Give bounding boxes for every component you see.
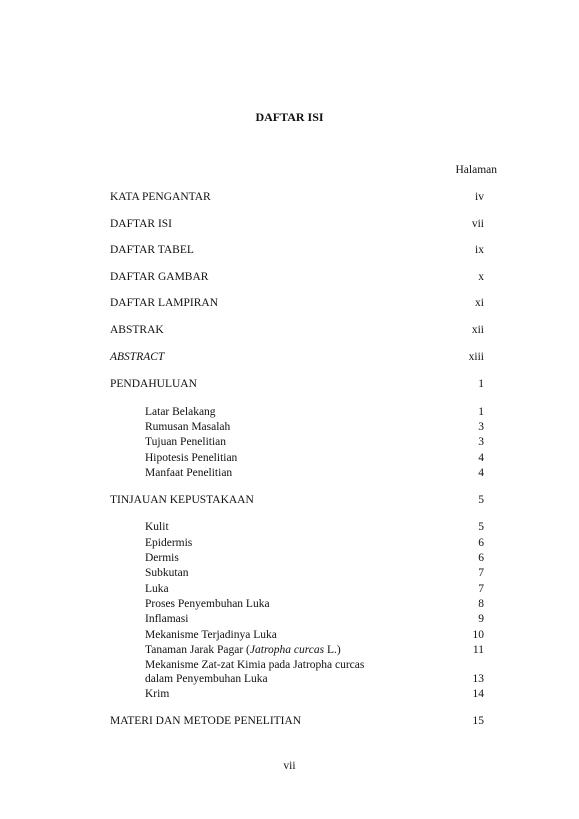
toc-entry-label: MATERI DAN METODE PENELITIAN — [110, 715, 302, 727]
toc-subentry — [145, 421, 484, 436]
toc-entry-page: 13 — [472, 673, 484, 685]
toc-entry-kata-pengantar — [110, 191, 484, 206]
toc-label-part: L.) — [324, 644, 341, 656]
toc-entry-page: x — [478, 271, 484, 283]
toc-subentry — [145, 552, 484, 567]
toc-entry-daftar-lampiran — [110, 297, 484, 312]
page-title: DAFTAR ISI — [255, 110, 324, 124]
toc-subentry — [145, 452, 484, 467]
toc-entry-page: xi — [475, 297, 484, 309]
toc-entry-page: 14 — [472, 688, 484, 700]
toc-subentry — [145, 583, 484, 598]
toc-entry-label: Luka — [145, 583, 169, 595]
toc-entry-daftar-gambar — [110, 271, 484, 286]
toc-entry-label: DAFTAR TABEL — [110, 244, 194, 256]
toc-entry-label: Dermis — [145, 552, 179, 564]
toc-entry-label: Latar Belakang — [145, 406, 216, 418]
toc-entry-page: 9 — [478, 613, 484, 625]
toc-entry-label: Krim — [145, 688, 170, 700]
toc-entry-label: TINJAUAN KEPUSTAKAAN — [110, 494, 254, 506]
toc-entry-page: iv — [475, 191, 484, 203]
toc-entry-page: 3 — [478, 421, 484, 433]
toc-subentry — [145, 406, 484, 421]
toc-entry-label: Proses Penyembuhan Luka — [145, 598, 270, 610]
toc-entry-abstract — [110, 351, 484, 366]
toc-entry-pendahuluan — [110, 378, 484, 393]
toc-entry-page: 1 — [478, 378, 484, 390]
toc-subentry — [145, 613, 484, 628]
toc-entry-label: KATA PENGANTAR — [110, 191, 211, 203]
toc-entry-label: Subkutan — [145, 567, 189, 579]
toc-subentry — [145, 659, 484, 689]
toc-entry-page: 15 — [472, 715, 484, 727]
toc-entry-label: Mekanisme Zat-zat Kimia pada Jatropha curcas — [145, 659, 365, 671]
toc-entry-label: ABSTRAK — [110, 324, 164, 336]
toc-entry-label: DAFTAR LAMPIRAN — [110, 297, 219, 309]
toc-entry-page: ix — [475, 244, 484, 256]
toc-subentry — [145, 567, 484, 582]
toc-entry-page: 4 — [478, 467, 484, 479]
toc-entry-page: 3 — [478, 436, 484, 448]
toc-entry-page: xii — [471, 324, 484, 336]
toc-label-italic: Jatropha curcas — [249, 644, 325, 656]
toc-entry-abstrak — [110, 324, 484, 339]
toc-entry-label: PENDAHULUAN — [110, 378, 197, 390]
toc-entry-daftar-isi — [110, 218, 484, 233]
toc-entry-page: 10 — [472, 629, 484, 641]
toc-entry-page: xiii — [468, 351, 484, 363]
toc-subentry — [145, 521, 484, 536]
toc-entry-label: Tujuan Penelitian — [145, 436, 227, 448]
toc-subentry — [145, 629, 484, 644]
toc-entry-page: 5 — [478, 521, 484, 533]
footer-page-number: vii — [283, 760, 296, 772]
toc-entry-page: 7 — [478, 567, 484, 579]
toc-entry-label — [145, 644, 341, 656]
toc-entry-label: Kulit — [145, 521, 169, 533]
toc-entry-label: Hipotesis Penelitian — [145, 452, 238, 464]
toc-entry-label: Manfaat Penelitian — [145, 467, 233, 479]
page-column-header: Halaman — [455, 164, 497, 176]
toc-entry-label: Mekanisme Terjadinya Luka — [145, 629, 277, 641]
toc-subentry — [145, 537, 484, 552]
toc-subentry — [145, 688, 484, 703]
toc-entry-page: 6 — [478, 537, 484, 549]
toc-entry-tinjauan-kepustakaan — [110, 494, 484, 509]
toc-entry-materi-dan-metode — [110, 715, 484, 730]
toc-entry-page: 7 — [478, 583, 484, 595]
toc-entry-page: 6 — [478, 552, 484, 564]
toc-subentry — [145, 436, 484, 451]
toc-entry-page: 8 — [478, 598, 484, 610]
toc-entry-page: 11 — [472, 644, 484, 656]
toc-subentry — [145, 598, 484, 613]
toc-entry-label-cont: dalam Penyembuhan Luka — [145, 673, 268, 685]
toc-label-part: Tanaman Jarak Pagar ( — [145, 644, 250, 656]
toc-entry-daftar-tabel — [110, 244, 484, 259]
toc-entry-label: Inflamasi — [145, 613, 189, 625]
toc-entry-label: Rumusan Masalah — [145, 421, 231, 433]
toc-subentry — [145, 644, 484, 659]
toc-entry-page: vii — [471, 218, 484, 230]
toc-entry-label: DAFTAR ISI — [110, 218, 173, 230]
toc-entry-page: 5 — [478, 494, 484, 506]
toc-entry-label: Epidermis — [145, 537, 193, 549]
toc-subentry — [145, 467, 484, 482]
toc-entry-label: DAFTAR GAMBAR — [110, 271, 209, 283]
toc-entry-label: ABSTRACT — [110, 351, 165, 363]
toc-entry-page: 1 — [478, 406, 484, 418]
toc-entry-page: 4 — [478, 452, 484, 464]
